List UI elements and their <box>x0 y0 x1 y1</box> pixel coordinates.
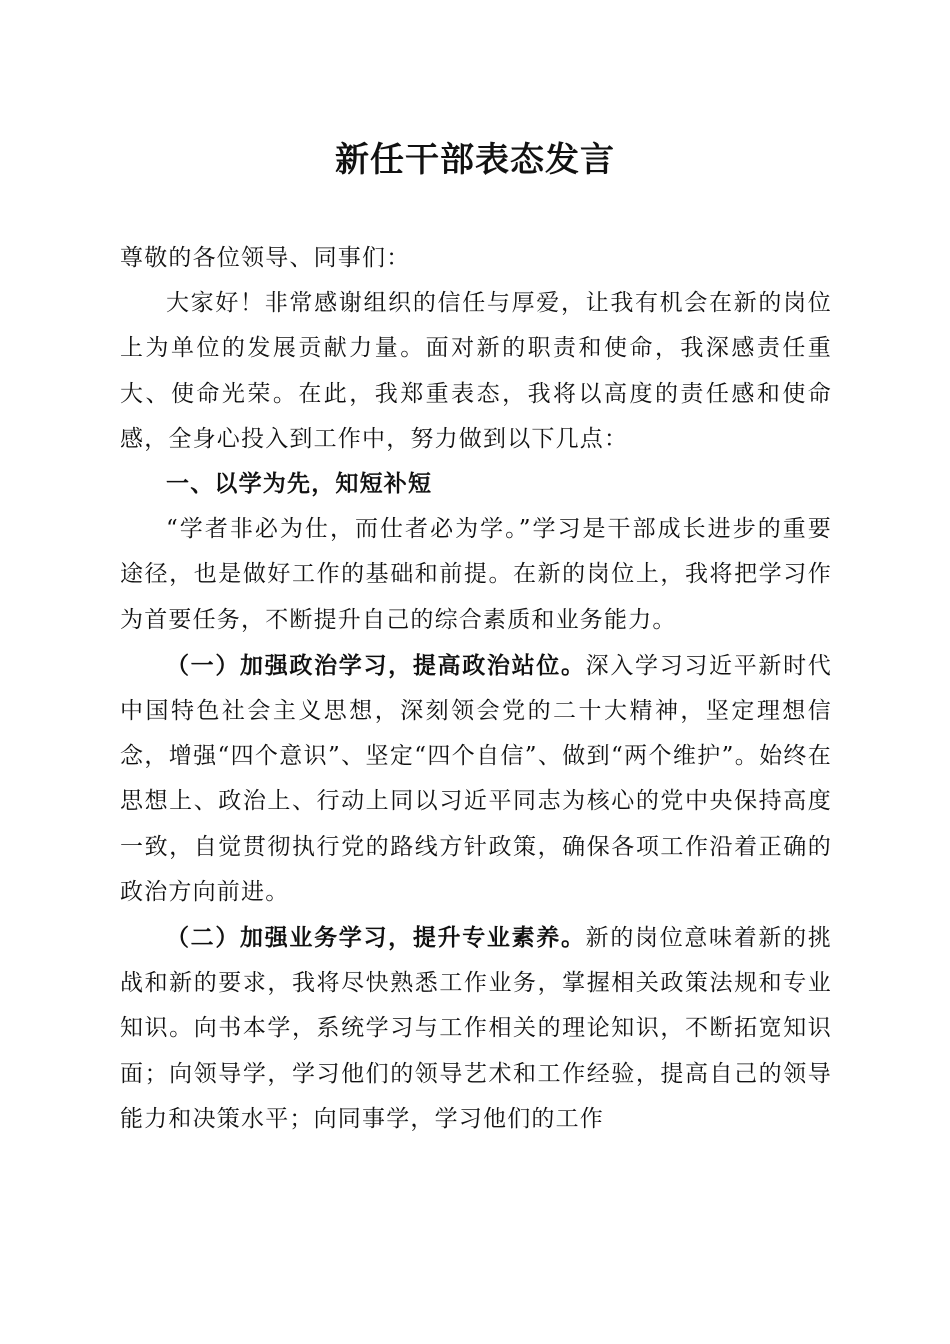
item-text: 深入学习习近平新时代中国特色社会主义思想，深刻领会党的二十大精神，坚定理想信念，增强“四个意识”、坚定“四个自信”、做到“两个维护”。始终在思想上、政治上、行动上同以习近平同志为核心的党中央保持高度一致，自觉贯彻执行党的路线方针政策，确保各项工作沿着正确的政治方向前进。 <box>120 652 832 905</box>
list-item <box>120 915 832 1142</box>
section-heading: 一、以学为先，知短补短 <box>166 471 433 498</box>
intro-paragraph: 大家好！非常感谢组织的信任与厚爱，让我有机会在新的岗位上为单位的发展贡献力量。面对新的职责和使命，我深感责任重大、使命光荣。在此，我郑重表态，我将以高度的责任感和使命感，全身心投入到工作中，努力做到以下几点： <box>120 290 832 452</box>
item-text: 新的岗位意味着新的挑战和新的要求，我将尽快熟悉工作业务，掌握相关政策法规和专业知识。向书本学，系统学习与工作相关的理论知识，不断拓宽知识面；向领导学，学习他们的领导艺术和工作经验，提高自己的领导能力和决策水平；向同事学，学习他们的工作 <box>120 925 832 1132</box>
document-title: 新任干部表态发言 <box>335 140 615 180</box>
salutation: 尊敬的各位领导、同事们： <box>120 245 411 271</box>
list-item <box>120 643 832 915</box>
document-body <box>120 236 832 1142</box>
section-paragraph: “学者非必为仕，而仕者必为学。”学习是干部成长进步的重要途径，也是做好工作的基础和前提。在新的岗位上，我将把学习作为首要任务，不断提升自己的综合素质和业务能力。 <box>120 516 832 633</box>
item-lead: （二）加强业务学习，提升专业素养。 <box>166 924 586 952</box>
item-lead: （一）加强政治学习，提高政治站位。 <box>166 651 586 679</box>
